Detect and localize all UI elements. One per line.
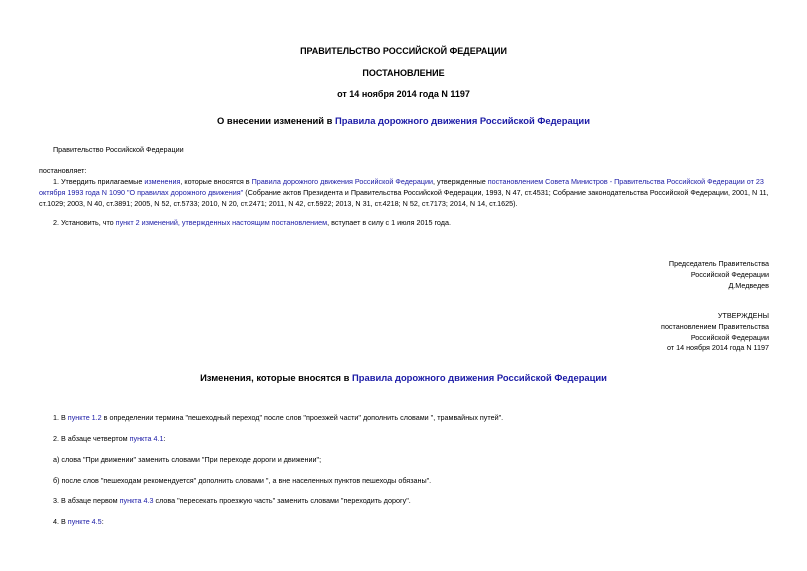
- i4-text-1: 4. В: [53, 517, 68, 526]
- signature-line-1: Председатель Правительства: [668, 259, 769, 268]
- decides-text: постановляет:: [39, 166, 87, 175]
- i2-text-2: :: [163, 434, 166, 443]
- approved-line-1: УТВЕРЖДЕНЫ: [717, 311, 769, 320]
- traffic-rules-link[interactable]: Правила дорожного движения Российской Федерации: [335, 115, 590, 126]
- p1-text-2: , которые вносятся в: [180, 177, 252, 186]
- issuer-text: Правительство Российской Федерации: [53, 145, 184, 154]
- i1-text-1: 1. В: [53, 413, 68, 422]
- i2-text-1: 2. В абзаце четвертом: [53, 434, 130, 443]
- changes-link[interactable]: изменения: [144, 177, 181, 186]
- point-1-2-link[interactable]: пункте 1.2: [67, 413, 102, 422]
- approved-line-3: Российской Федерации: [690, 332, 769, 342]
- p1-text-1: 1. Утвердить прилагаемые: [53, 177, 145, 186]
- change-item-2b: б) после слов "пешеходам рекомендуется" дополнить словами ", а вне населенных пунктов пешеходы обязаны".: [53, 476, 432, 485]
- rules-link-p1[interactable]: Правила дорожного движения Российской Федерации: [251, 177, 434, 186]
- decree-1090-link[interactable]: постановлением Совета Министров - Правительства Российской Федерации от 23 октября 1993 года N 1090 "О правилах дорожного движения": [39, 177, 764, 197]
- government-heading: ПРАВИТЕЛЬСТВО РОССИЙСКОЙ ФЕДЕРАЦИИ: [300, 46, 507, 56]
- item-2-link[interactable]: пункт 2 изменений, утвержденных настоящим постановлением: [115, 218, 328, 227]
- i4-text-2: :: [101, 517, 104, 526]
- document-date-number: от 14 ноября 2014 года N 1197: [337, 89, 470, 99]
- i3-text-2: слова "пересекать проезжую часть" заменить словами "переходить дорогу".: [153, 496, 411, 505]
- paragraph-1: [39, 177, 771, 209]
- i1-text-2: в определении термина "пешеходный переход" после слов "проезжей части" дополнить словами ", трамвайных путей".: [101, 413, 504, 422]
- change-item-2a: а) слова "При движении" заменить словами "При переходе дороги и движении";: [53, 455, 322, 464]
- changes-title-prefix: Изменения, которые вносятся в: [200, 372, 353, 383]
- document-type: ПОСТАНОВЛЕНИЕ: [362, 68, 445, 78]
- point-4-3-link[interactable]: пункта 4.3: [119, 496, 154, 505]
- p2-text-2: , вступает в силу с 1 июля 2015 года.: [327, 218, 451, 227]
- point-4-1-link[interactable]: пункта 4.1: [129, 434, 164, 443]
- point-4-5-link[interactable]: пункте 4.5: [67, 517, 102, 526]
- i3-text-1: 3. В абзаце первом: [53, 496, 120, 505]
- document-title: [0, 115, 807, 127]
- change-item-1: [53, 413, 503, 424]
- p2-text-1: 2. Установить, что: [53, 218, 116, 227]
- change-item-3: [53, 496, 411, 507]
- document-title-prefix: О внесении изменений в: [217, 115, 336, 126]
- p1-text-4: (Собрание актов Президента и Правительства Российской Федерации, 1993, N 47, ст.4531; Собрание законодательства Российской Федерации, 2001, N 11, ст.1029; 2003, N 40, ст.3891; 2005, N 52, ст.5733; 2010, N 20, ст.2471; 2011, N 42, ст.5922; 2013, N 31, ст.4218; N 52, ст.7173; 2014, N 14, ст.1625).: [39, 187, 769, 208]
- p1-text-3: , утвержденные: [433, 177, 488, 186]
- signature-line-3: Д.Медведев: [728, 280, 769, 290]
- signature-block: [669, 259, 769, 291]
- signature-line-2: Российской Федерации: [690, 269, 769, 279]
- change-item-2: [53, 434, 165, 445]
- approved-line-4: от 14 ноября 2014 года N 1197: [666, 343, 769, 353]
- approved-line-2: постановлением Правительства: [661, 321, 769, 331]
- change-item-4: [53, 517, 104, 528]
- traffic-rules-link-2[interactable]: Правила дорожного движения Российской Федерации: [352, 372, 607, 383]
- approved-block: [661, 311, 769, 354]
- changes-title: [0, 372, 807, 384]
- paragraph-2: [53, 218, 451, 229]
